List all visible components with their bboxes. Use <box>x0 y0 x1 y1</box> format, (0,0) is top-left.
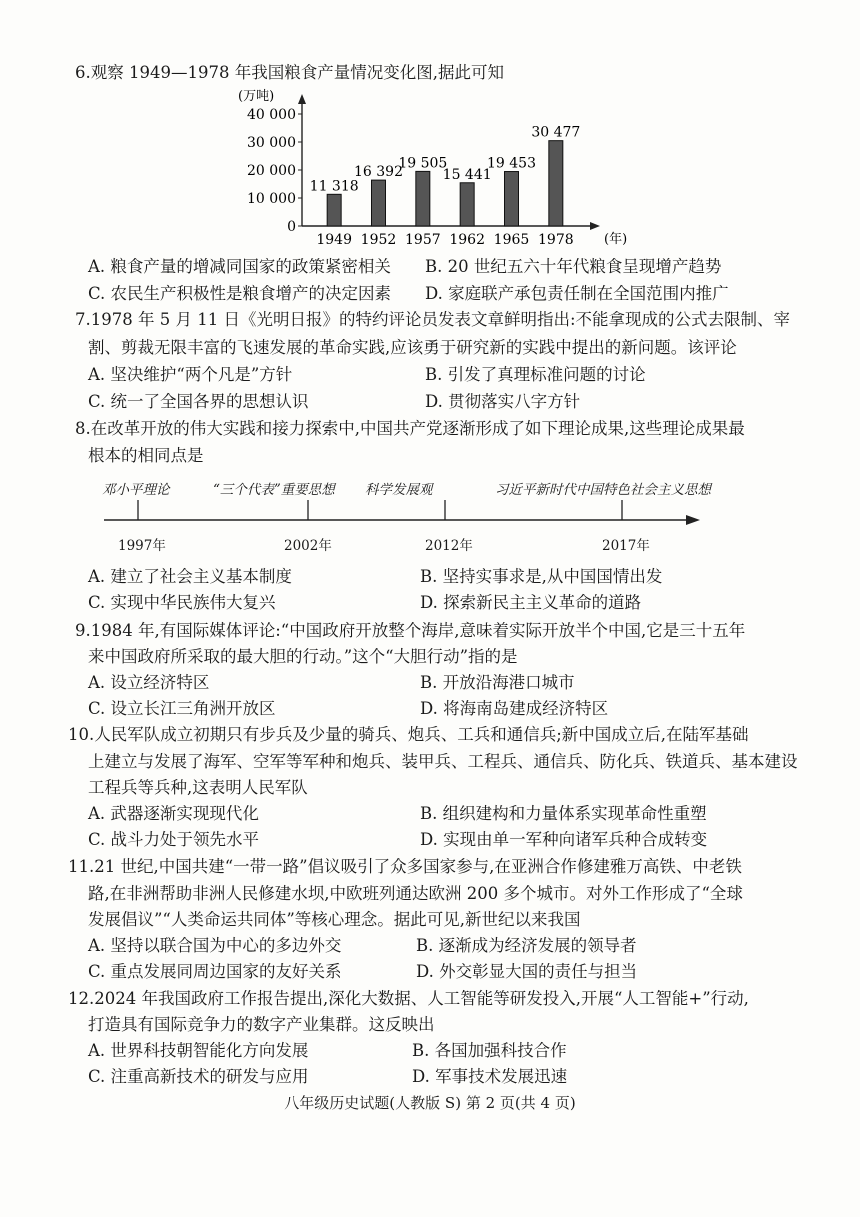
bar-value-label: 19 453 <box>487 155 536 172</box>
bar <box>460 183 474 226</box>
x-axis-arrow <box>590 222 600 230</box>
theory-timeline <box>80 470 720 560</box>
q10-stem-line-1: 10.人民军队成立初期只有步兵及少量的骑兵、炮兵、工兵和通信兵;新中国成立后,在陆军基础 <box>68 725 749 744</box>
q6-option-d[interactable]: D. 家庭联产承包责任制在全国范围内推广 <box>425 284 729 303</box>
q11-option-c[interactable]: C. 重点发展同周边国家的友好关系 <box>88 962 342 981</box>
y-tick-label: 30 000 <box>247 135 296 151</box>
y-axis-arrow <box>298 94 306 104</box>
q12-option-d[interactable]: D. 军事技术发展迅速 <box>412 1067 568 1086</box>
q11-option-a[interactable]: A. 坚持以联合国为中心的多边外交 <box>88 936 342 955</box>
q7-option-d[interactable]: D. 贯彻落实八字方针 <box>425 392 581 411</box>
bar <box>372 180 386 226</box>
q6-option-c[interactable]: C. 农民生产积极性是粮食增产的决定因素 <box>88 284 392 303</box>
q9-option-c[interactable]: C. 设立长江三角洲开放区 <box>88 699 276 718</box>
timeline-year-2017: 2017年 <box>602 538 650 554</box>
bar-value-label: 11 318 <box>309 178 359 195</box>
q11-option-b[interactable]: B. 逐渐成为经济发展的领导者 <box>416 936 637 955</box>
q12-option-b[interactable]: B. 各国加强科技合作 <box>412 1041 567 1060</box>
q9-option-d[interactable]: D. 将海南岛建成经济特区 <box>420 699 609 718</box>
q10-option-c[interactable]: C. 战斗力处于领先水平 <box>88 830 260 849</box>
q10-option-b[interactable]: B. 组织建构和力量体系实现革命性重塑 <box>420 804 707 823</box>
x-category-label: 1965 <box>493 232 530 248</box>
q10-stem-line-3: 工程兵等兵种,这表明人民军队 <box>88 778 308 797</box>
bar <box>327 194 341 226</box>
q8-option-d[interactable]: D. 探索新民主主义革命的道路 <box>420 593 642 612</box>
q7-stem-line-1: 7.1978 年 5 月 11 日《光明日报》的特约评论员发表文章鲜明指出:不能拿现成的公式去限制、宰 <box>75 310 791 329</box>
bar-value-label: 30 477 <box>531 124 581 141</box>
q8-stem-line-1: 8.在改革开放的伟大实践和接力探索中,中国共产党逐渐形成了如下理论成果,这些理论成果最 <box>75 419 745 438</box>
y-tick-label: 10 000 <box>247 191 296 207</box>
timeline-label-deng-theory: 邓小平理论 <box>102 482 170 498</box>
q7-option-a[interactable]: A. 坚决维护“两个凡是”方针 <box>88 365 293 384</box>
bar <box>505 172 519 226</box>
x-category-label: 1957 <box>405 232 441 248</box>
q8-option-c[interactable]: C. 实现中华民族伟大复兴 <box>88 593 276 612</box>
y-tick-label: 40 000 <box>247 107 296 123</box>
x-category-label: 1978 <box>538 232 574 248</box>
q8-option-a[interactable]: A. 建立了社会主义基本制度 <box>88 567 292 586</box>
page-footer: 八年级历史试题(人教版 S) 第 2 页(共 4 页) <box>284 1094 576 1112</box>
q12-option-a[interactable]: A. 世界科技朝智能化方向发展 <box>88 1041 309 1060</box>
q11-stem-line-1: 11.21 世纪,中国共建“一带一路”倡议吸引了众多国家参与,在亚洲合作修建雅万高铁、中老铁 <box>68 857 742 876</box>
x-category-label: 1952 <box>360 232 397 248</box>
q11-stem-line-2: 路,在非洲帮助非洲人民修建水坝,中欧班列通达欧洲 200 多个城市。对外工作形成了“全球 <box>88 884 743 903</box>
q6-option-a[interactable]: A. 粮食产量的增减同国家的政策紧密相关 <box>88 257 391 276</box>
timeline-label-xi-thought: 习近平新时代中国特色社会主义思想 <box>495 482 711 498</box>
y-tick-label: 0 <box>287 219 296 235</box>
x-category-label: 1962 <box>449 232 485 248</box>
q6-stem: 6.观察 1949—1978 年我国粮食产量情况变化图,据此可知 <box>75 63 504 82</box>
timeline-year-1997: 1997年 <box>118 538 166 554</box>
q8-option-b[interactable]: B. 坚持实事求是,从中国国情出发 <box>420 567 663 586</box>
y-tick-label: 20 000 <box>247 163 296 179</box>
grain-output-bar-chart <box>230 88 650 248</box>
bar-value-label: 16 392 <box>354 164 403 181</box>
q12-option-c[interactable]: C. 注重高新技术的研发与应用 <box>88 1067 309 1086</box>
q9-stem-line-2: 来中国政府所采取的最大胆的行动。”这个“大胆行动”指的是 <box>88 647 518 666</box>
q10-stem-line-2: 上建立与发展了海军、空军等军种和炮兵、装甲兵、工程兵、通信兵、防化兵、铁道兵、基本建设 <box>88 752 798 771</box>
q7-stem-line-2: 割、剪裁无限丰富的飞速发展的革命实践,应该勇于研究新的实践中提出的新问题。该评论 <box>88 338 737 357</box>
q9-stem-line-1: 9.1984 年,有国际媒体评论:“中国政府开放整个海岸,意味着实际开放半个中国,它是三十五年 <box>75 621 746 640</box>
q6-option-b[interactable]: B. 20 世纪五六十年代粮食呈现增产趋势 <box>425 257 722 276</box>
q11-stem-line-3: 发展倡议”“人类命运共同体”等核心理念。据此可见,新世纪以来我国 <box>88 910 581 929</box>
timeline-year-2012: 2012年 <box>425 538 473 554</box>
q9-option-b[interactable]: B. 开放沿海港口城市 <box>420 673 575 692</box>
timeline-label-scientific-outlook: 科学发展观 <box>365 482 433 498</box>
q10-option-a[interactable]: A. 武器逐渐实现现代化 <box>88 804 259 823</box>
y-axis-unit-label: (万吨) <box>238 89 275 104</box>
q7-option-c[interactable]: C. 统一了全国各界的思想认识 <box>88 392 309 411</box>
x-axis-unit-label: (年) <box>604 232 628 247</box>
q12-stem-line-1: 12.2024 年我国政府工作报告提出,深化大数据、人工智能等研发投入,开展“人工智能+”行动, <box>68 989 749 1008</box>
bar <box>549 141 563 226</box>
bar-value-label: 15 441 <box>442 166 492 183</box>
q9-option-a[interactable]: A. 设立经济特区 <box>88 673 210 692</box>
q7-option-b[interactable]: B. 引发了真理标准问题的讨论 <box>425 365 646 384</box>
bar-value-label: 19 505 <box>398 155 448 172</box>
q11-option-d[interactable]: D. 外交彰显大国的责任与担当 <box>416 962 638 981</box>
timeline-year-2002: 2002年 <box>284 538 332 554</box>
timeline-label-three-represents: “三个代表”重要思想 <box>213 482 335 498</box>
q8-stem-line-2: 根本的相同点是 <box>88 446 204 465</box>
x-category-label: 1949 <box>316 232 352 248</box>
q12-stem-line-2: 打造具有国际竞争力的数字产业集群。这反映出 <box>88 1015 435 1034</box>
q10-option-d[interactable]: D. 实现由单一军种向诸军兵种合成转变 <box>420 830 708 849</box>
bar <box>416 171 430 226</box>
